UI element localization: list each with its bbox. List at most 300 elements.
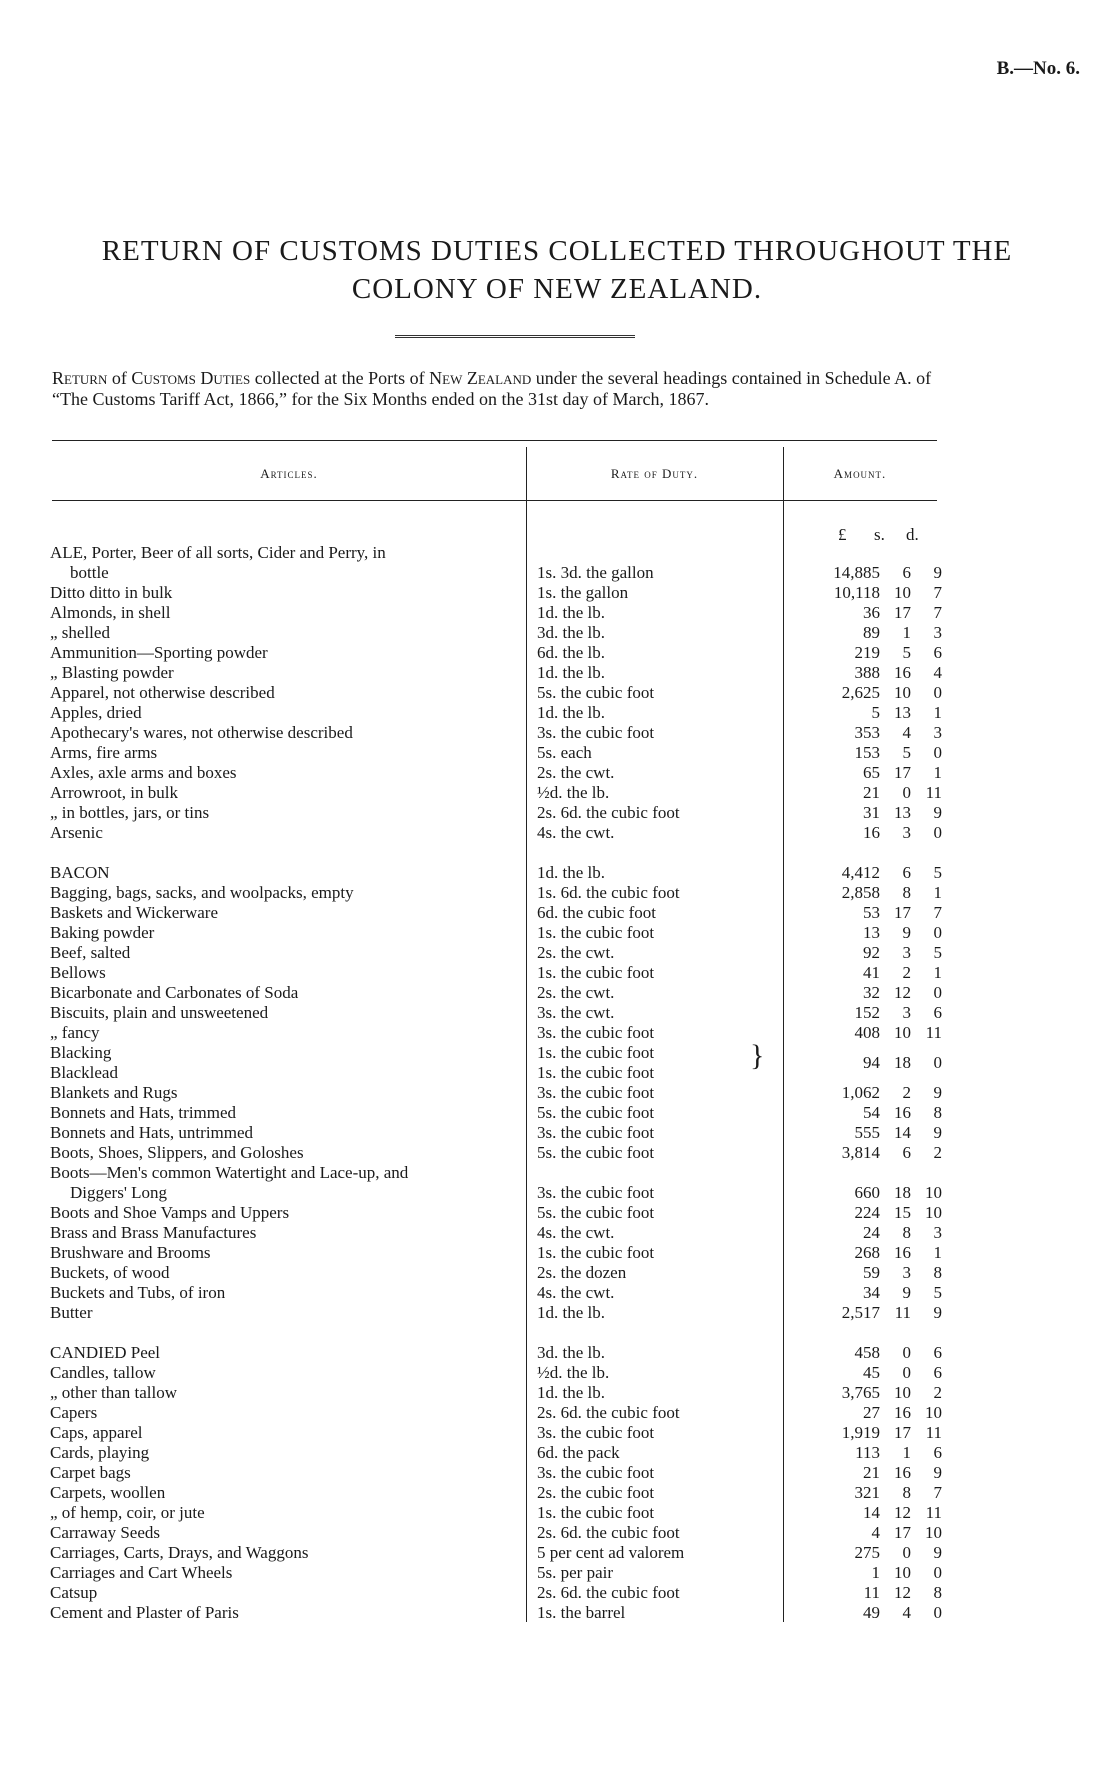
amount-pence: 8 [933,1263,942,1282]
amount-pounds: 59 [863,1263,880,1282]
rate-of-duty: 1d. the lb. [537,603,605,622]
article-name: Blacklead [50,1063,118,1082]
amount-pounds: 153 [854,743,880,762]
amount-shillings: 6 [902,863,911,882]
article-name: BACON [50,863,110,882]
amount-pounds: 89 [863,623,880,642]
amount-pence: 2 [933,1383,942,1402]
rate-of-duty: 2s. 6d. the cubic foot [537,1403,680,1422]
amount-shillings: 18 [894,1053,911,1072]
rate-of-duty: 3s. the cubic foot [537,1423,655,1442]
rate-of-duty: 3s. the cubic foot [537,1123,655,1142]
intro-lead: Return [52,368,108,388]
amount-pence: 5 [933,943,942,962]
table-row [50,1003,950,1023]
amount-pounds: 268 [854,1243,880,1262]
rate-of-duty: 3s. the cubic foot [537,1463,655,1482]
table-row [50,623,950,643]
table-top-rule [52,440,937,441]
amount-shillings: 15 [894,1203,911,1222]
rate-of-duty: 5s. the cubic foot [537,1143,655,1162]
article-name: „ of hemp, coir, or jute [50,1503,205,1522]
table-row [50,863,950,883]
amount-pounds: 3,765 [841,1383,880,1402]
amount-pence: 9 [933,803,942,822]
amount-shillings: 0 [902,1343,911,1362]
amount-shillings: 2 [902,1083,911,1102]
amount-pence: 10 [925,1203,942,1222]
table-row [50,943,950,963]
article-name: Blacking [50,1043,112,1062]
article-name: Bellows [50,963,106,982]
article-name: Blankets and Rugs [50,1083,178,1102]
table-row [50,1483,950,1503]
amount-pounds: 45 [863,1363,880,1382]
amount-pence: 1 [933,963,942,982]
amount-pounds: 113 [855,1443,880,1462]
table-row [50,763,950,783]
amount-pounds: 1,062 [841,1083,880,1102]
rate-of-duty: 3d. the lb. [537,623,605,642]
table-row [50,1543,950,1563]
amount-pence: 11 [925,1423,942,1442]
amount-shillings: 8 [902,883,911,902]
article-name: Axles, axle arms and boxes [50,763,237,782]
amount-pence: 0 [933,1563,942,1582]
article-name: Candles, tallow [50,1363,156,1382]
table-row [50,1463,950,1483]
amount-shillings: 17 [894,903,911,922]
table-row [50,1583,950,1603]
rate-of-duty: 5s. the cubic foot [537,683,655,702]
amount-shillings: 8 [902,1223,911,1242]
amount-pence: 6 [933,1443,942,1462]
amount-shillings: 13 [894,803,911,822]
table-row [50,603,950,623]
amount-shillings: 3 [902,823,911,842]
amount-pounds: 1,919 [841,1423,880,1442]
amount-pence: 7 [933,603,942,622]
amount-pence: 9 [933,563,942,582]
rate-of-duty: 3s. the cubic foot [537,1083,655,1102]
amount-pence: 3 [933,723,942,742]
table-row [50,643,950,663]
article-name: Boots, Shoes, Slippers, and Goloshes [50,1143,304,1162]
amount-pence: 0 [933,983,942,1002]
table-header-rule [52,500,937,501]
grouping-brace: } [750,1039,765,1072]
rate-of-duty: 6d. the lb. [537,643,605,662]
amount-pence: 9 [933,1303,942,1322]
amount-pounds: 4 [871,1523,880,1542]
amount-shillings: 11 [894,1303,911,1322]
rate-of-duty: 6d. the cubic foot [537,903,656,922]
article-name: Ditto ditto in bulk [50,583,173,602]
rate-of-duty: 3s. the cubic foot [537,1183,655,1202]
table-row [50,1563,950,1583]
amount-pence: 10 [925,1523,942,1542]
amount-shillings: 3 [902,1003,911,1022]
article-name: Caps, apparel [50,1423,143,1442]
rate-of-duty: 2s. the cubic foot [537,1483,655,1502]
table-row [50,1243,950,1263]
article-name: Carriages, Carts, Drays, and Waggons [50,1543,309,1562]
amount-shillings: 5 [902,643,911,662]
amount-pounds: 21 [863,1463,880,1482]
table-row [50,1263,950,1283]
amount-pence: 9 [933,1543,942,1562]
table-row [50,1363,950,1383]
article-name: CANDIED Peel [50,1343,161,1362]
table-row [50,743,950,763]
amount-shillings: 17 [894,1523,911,1542]
amount-shillings: 10 [894,683,911,702]
table-row [50,1383,950,1403]
rate-of-duty: 2s. the cwt. [537,943,615,962]
table-row [50,1123,950,1143]
amount-pounds: 54 [863,1103,880,1122]
table-row [50,1443,950,1463]
amount-pounds: 555 [854,1123,880,1142]
table-row [50,683,950,703]
rate-of-duty: 1s. the cubic foot [537,963,655,982]
amount-shillings: 9 [902,1283,911,1302]
rate-of-duty: 3s. the cubic foot [537,1023,655,1042]
unit-pence: d. [906,525,919,544]
amount-shillings: 2 [902,963,911,982]
rate-of-duty: 1s. the cubic foot [537,1503,655,1522]
article-name: Diggers' Long [70,1183,168,1202]
article-name: Baskets and Wickerware [50,903,218,922]
amount-pounds: 14 [863,1503,880,1522]
article-name: „ Blasting powder [50,663,174,682]
rate-of-duty: 5s. each [537,743,592,762]
amount-pence: 0 [933,1603,942,1622]
amount-pence: 6 [933,643,942,662]
amount-shillings: 16 [894,1403,911,1422]
amount-shillings: 12 [894,1503,911,1522]
amount-shillings: 6 [902,563,911,582]
article-name: Bagging, bags, sacks, and woolpacks, empty [50,883,354,902]
amount-pence: 8 [933,1583,942,1602]
rate-of-duty: 1s. the cubic foot [537,923,655,942]
rate-of-duty: 2s. 6d. the cubic foot [537,1583,680,1602]
amount-shillings: 18 [894,1183,911,1202]
article-name: bottle [70,563,109,582]
amount-pence: 6 [933,1003,942,1022]
table-row [50,663,950,683]
amount-pounds: 27 [863,1403,880,1422]
rate-of-duty: 1s. the barrel [537,1603,626,1622]
table-row [50,783,950,803]
amount-pence: 3 [933,623,942,642]
article-name: Ammunition—Sporting powder [50,643,268,662]
rate-of-duty: 2s. the cwt. [537,763,615,782]
table-row [50,963,950,983]
article-name: Carriages and Cart Wheels [50,1563,233,1582]
amount-pounds: 3,814 [841,1143,880,1162]
article-name: „ shelled [50,623,110,642]
table-row [50,1283,950,1303]
article-name: Boots—Men's common Watertight and Lace-up, and [50,1163,409,1182]
rate-of-duty: 2s. 6d. the cubic foot [537,803,680,822]
rate-of-duty: 2s. the cwt. [537,983,615,1002]
amount-pence: 11 [925,1023,942,1042]
amount-shillings: 8 [902,1483,911,1502]
table-row [50,1083,950,1103]
article-name: Apparel, not otherwise described [50,683,275,702]
table-row [50,1183,950,1203]
amount-shillings: 10 [894,1023,911,1042]
amount-shillings: 14 [894,1123,911,1142]
header-articles: Articles. [260,466,318,481]
article-name: Bonnets and Hats, untrimmed [50,1123,254,1142]
amount-shillings: 0 [902,1543,911,1562]
table-row [50,1163,950,1183]
amount-pence: 2 [933,1143,942,1162]
amount-pounds: 16 [863,823,880,842]
unit-shillings: s. [874,525,885,544]
table-row [50,1143,950,1163]
article-name: Arms, fire arms [50,743,158,762]
table-row [50,923,950,943]
amount-pounds: 408 [854,1023,880,1042]
article-name: Capers [50,1403,98,1422]
intro-of: of [107,368,132,388]
amount-pence: 1 [933,883,942,902]
amount-pence: 6 [933,1363,942,1382]
amount-shillings: 5 [902,743,911,762]
amount-pounds: 36 [863,603,880,622]
article-name: Buckets and Tubs, of iron [50,1283,226,1302]
amount-pence: 0 [933,823,942,842]
rate-of-duty: 1d. the lb. [537,663,605,682]
rate-of-duty: 1s. the cubic foot [537,1063,655,1082]
table-row [50,903,950,923]
amount-pounds: 2,858 [841,883,880,902]
rate-of-duty: 1s. the gallon [537,583,629,602]
rate-of-duty: 2s. the dozen [537,1263,627,1282]
amount-shillings: 4 [902,723,911,742]
amount-shillings: 10 [894,1383,911,1402]
amount-pence: 11 [925,1503,942,1522]
article-name: „ fancy [50,1023,100,1042]
table-row [50,583,950,603]
table-row [50,883,950,903]
amount-pounds: 1 [871,1563,880,1582]
amount-shillings: 13 [894,703,911,722]
rate-of-duty: 1s. the cubic foot [537,1243,655,1262]
article-name: „ in bottles, jars, or tins [50,803,210,822]
amount-pounds: 14,885 [833,563,880,582]
amount-shillings: 10 [894,1563,911,1582]
rate-of-duty: 1d. the lb. [537,1383,605,1402]
amount-shillings: 16 [894,663,911,682]
amount-shillings: 4 [902,1603,911,1622]
header-amount: Amount. [833,466,887,481]
article-name: Arrowroot, in bulk [50,783,178,802]
article-name: Carpets, woollen [50,1483,166,1502]
article-name: Carpet bags [50,1463,131,1482]
intro-paragraph [52,368,936,410]
article-name: ALE, Porter, Beer of all sorts, Cider and Perry, in [50,543,386,562]
article-name: Arsenic [50,823,103,842]
article-name: Catsup [50,1583,98,1602]
amount-pounds: 458 [854,1343,880,1362]
amount-pounds: 388 [854,663,880,682]
amount-pounds: 275 [854,1543,880,1562]
amount-pence: 10 [925,1403,942,1422]
table-row [50,1103,950,1123]
rate-of-duty: 4s. the cwt. [537,1283,615,1302]
table-row [50,1203,950,1223]
rate-of-duty: 5s. the cubic foot [537,1103,655,1122]
amount-shillings: 0 [902,783,911,802]
amount-shillings: 16 [894,1463,911,1482]
amount-shillings: 1 [902,623,911,642]
article-name: Beef, salted [50,943,131,962]
rate-of-duty: 1s. 3d. the gallon [537,563,654,582]
amount-pounds: 353 [854,723,880,742]
amount-pence: 10 [925,1183,942,1202]
amount-shillings: 6 [902,1143,911,1162]
amount-shillings: 9 [902,923,911,942]
article-name: Biscuits, plain and unsweetened [50,1003,269,1022]
table-row [50,1023,950,1043]
title-line-1: RETURN OF CUSTOMS DUTIES COLLECTED THROUGHOUT THE [101,235,1013,267]
intro-rest: under the several headings contained in Schedule A. of “The Customs Tariff Act, 1866,” for the Six Months ended on the 31st day of March, 1867. [52,368,932,409]
amount-pence: 1 [933,1243,942,1262]
amount-pence: 11 [925,783,942,802]
page-title [0,232,1114,308]
amount-pence: 7 [933,903,942,922]
header-rate: Rate of Duty. [610,466,699,481]
amount-shillings: 3 [902,1263,911,1282]
table-row [50,1303,950,1323]
table-row [50,983,950,1003]
amount-shillings: 3 [902,943,911,962]
amount-pounds: 24 [863,1223,880,1242]
rate-of-duty: ½d. the lb. [537,1363,610,1382]
rate-of-duty: 2s. 6d. the cubic foot [537,1523,680,1542]
rate-of-duty: 5 per cent ad valorem [537,1543,685,1562]
amount-pence: 0 [933,1053,942,1072]
amount-pounds: 49 [863,1603,880,1622]
amount-shillings: 17 [894,603,911,622]
amount-pence: 5 [933,863,942,882]
amount-pounds: 11 [863,1583,880,1602]
rate-of-duty: 1d. the lb. [537,1303,605,1322]
rate-of-duty: 6d. the pack [537,1443,620,1462]
amount-pounds: 2,625 [841,683,880,702]
rate-of-duty: 1d. the lb. [537,863,605,882]
amount-shillings: 12 [894,983,911,1002]
amount-shillings: 16 [894,1243,911,1262]
article-name: Brushware and Brooms [50,1243,211,1262]
amount-shillings: 16 [894,1103,911,1122]
article-name: „ other than tallow [50,1383,177,1402]
rate-of-duty: 3d. the lb. [537,1343,605,1362]
amount-pence: 7 [933,1483,942,1502]
table-row [50,1403,950,1423]
intro-customs: Customs Duties [131,368,251,388]
article-name: Butter [50,1303,93,1322]
article-name: Buckets, of wood [50,1263,170,1282]
table-row [50,1423,950,1443]
amount-shillings: 17 [894,763,911,782]
amount-pounds: 219 [854,643,880,662]
amount-shillings: 17 [894,1423,911,1442]
amount-pence: 0 [933,923,942,942]
amount-pence: 6 [933,1343,942,1362]
amount-pence: 4 [933,663,942,682]
table-row [50,563,950,583]
table-row [50,723,950,743]
amount-pounds: 65 [863,763,880,782]
table-row [50,703,950,723]
amount-pounds: 34 [863,1283,880,1302]
article-name: Bicarbonate and Carbonates of Soda [50,983,299,1002]
amount-pounds: 13 [863,923,880,942]
article-name: Brass and Brass Manufactures [50,1223,257,1242]
amount-pounds: 53 [863,903,880,922]
table-row [50,1053,950,1083]
article-name: Apothecary's wares, not otherwise described [50,723,353,742]
unit-pounds: £ [838,525,847,544]
amount-pence: 7 [933,583,942,602]
amount-shillings: 1 [902,1443,911,1462]
amount-pounds: 41 [863,963,880,982]
table-row [50,1523,950,1543]
amount-pence: 8 [933,1103,942,1122]
amount-pence: 3 [933,1223,942,1242]
amount-shillings: 12 [894,1583,911,1602]
rate-of-duty: 3s. the cubic foot [537,723,655,742]
amount-pounds: 10,118 [833,583,880,602]
table-row [50,1343,950,1363]
amount-pounds: 4,412 [841,863,880,882]
amount-pounds: 94 [863,1053,880,1072]
amount-pounds: 92 [863,943,880,962]
amount-pence: 0 [933,683,942,702]
article-name: Cement and Plaster of Paris [50,1603,239,1622]
amount-pounds: 5 [871,703,880,722]
amount-pence: 0 [933,743,942,762]
amount-pounds: 321 [854,1483,880,1502]
amount-shillings: 10 [894,583,911,602]
table-row [50,823,950,843]
amount-pounds: 2,517 [841,1303,880,1322]
amount-pounds: 224 [854,1203,880,1222]
rate-of-duty: 1s. the cubic foot [537,1043,655,1062]
table-row [50,1223,950,1243]
amount-pounds: 32 [863,983,880,1002]
amount-pence: 1 [933,763,942,782]
amount-pounds: 152 [854,1003,880,1022]
intro-mid: collected at the Ports of [250,368,430,388]
article-name: Almonds, in shell [50,603,171,622]
amount-pounds: 660 [854,1183,880,1202]
table-row [50,1603,950,1623]
rate-of-duty: 1d. the lb. [537,703,605,722]
amount-pence: 9 [933,1123,942,1142]
rate-of-duty: 4s. the cwt. [537,823,615,842]
article-name: Carraway Seeds [50,1523,160,1542]
rate-of-duty: 5s. per pair [537,1563,614,1582]
amount-pounds: 21 [863,783,880,802]
table-row [50,1043,950,1063]
rate-of-duty: 5s. the cubic foot [537,1203,655,1222]
